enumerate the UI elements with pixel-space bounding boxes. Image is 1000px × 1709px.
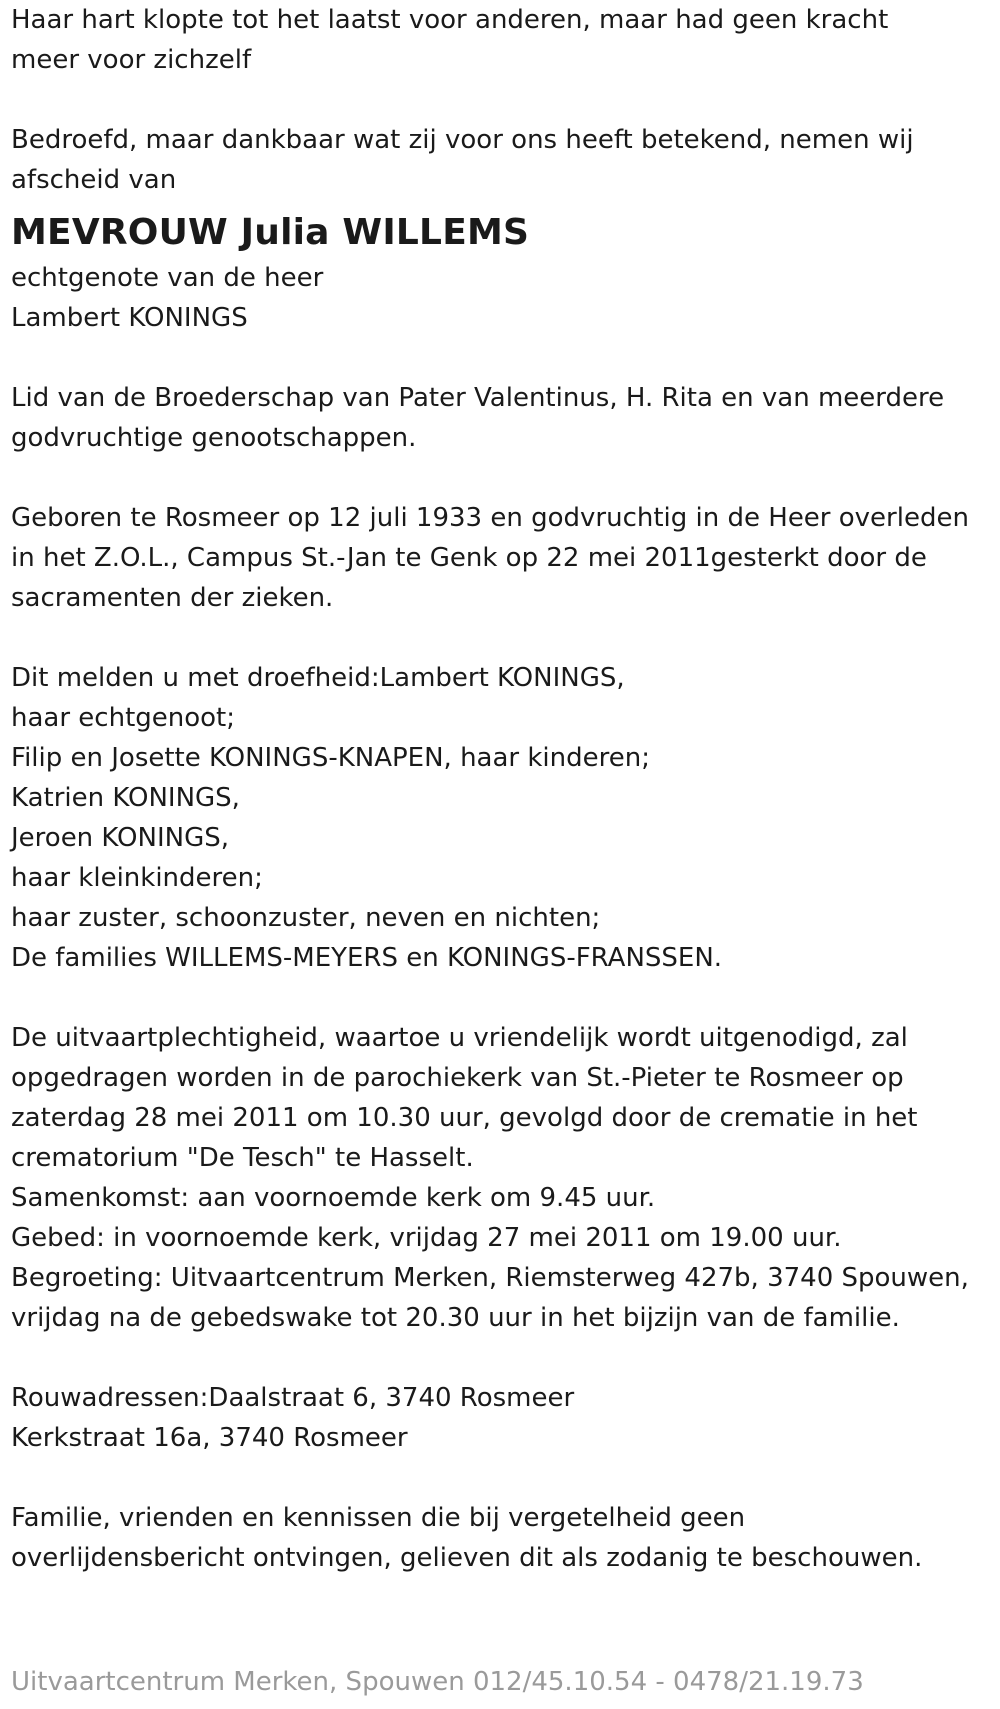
- ceremony-section: [11, 1018, 1000, 1338]
- intro-line: afscheid van: [11, 165, 177, 195]
- spouse-line: Lambert KONINGS: [11, 303, 248, 333]
- address-line: Kerkstraat 16a, 3740 Rosmeer: [11, 1423, 408, 1453]
- membership-section: [11, 378, 1000, 458]
- intro-section: [11, 0, 1000, 200]
- birth-death-section: [11, 498, 1000, 618]
- ceremony-line: Gebed: in voornoemde kerk, vrijdag 27 mei 2011 om 19.00 uur.: [11, 1223, 842, 1253]
- family-line: Jeroen KONINGS,: [11, 823, 230, 853]
- ceremony-line: opgedragen worden in de parochiekerk van St.-Pieter te Rosmeer op: [11, 1063, 904, 1093]
- ceremony-line: De uitvaartplechtigheid, waartoe u vriendelijk wordt uitgenodigd, zal: [11, 1023, 908, 1053]
- family-line: Filip en Josette KONINGS-KNAPEN, haar kinderen;: [11, 743, 650, 773]
- family-line: Dit melden u met droefheid:Lambert KONINGS,: [11, 663, 625, 693]
- closing-line: Familie, vrienden en kennissen die bij vergetelheid geen: [11, 1503, 746, 1533]
- spacer: [11, 618, 1000, 658]
- ceremony-line: zaterdag 28 mei 2011 om 10.30 uur, gevolgd door de crematie in het: [11, 1103, 918, 1133]
- spacer: [11, 80, 1000, 120]
- spacer: [11, 1458, 1000, 1498]
- intro-line: Haar hart klopte tot het laatst voor anderen, maar had geen kracht: [11, 5, 889, 35]
- address-line: Rouwadressen:Daalstraat 6, 3740 Rosmeer: [11, 1383, 575, 1413]
- family-line: haar echtgenoot;: [11, 703, 236, 733]
- intro-line: Bedroefd, maar dankbaar wat zij voor ons heeft betekend, nemen wij: [11, 125, 914, 155]
- family-section: [11, 658, 1000, 978]
- ceremony-line: crematorium "De Tesch" te Hasselt.: [11, 1143, 474, 1173]
- deceased-name: MEVROUW Julia WILLEMS: [11, 212, 530, 253]
- birth-death-line: sacramenten der zieken.: [11, 583, 334, 613]
- deceased-section: [11, 210, 1000, 338]
- intro-line: meer voor zichzelf: [11, 45, 252, 75]
- spouse-line: echtgenote van de heer: [11, 263, 324, 293]
- spacer: [11, 458, 1000, 498]
- ceremony-line: vrijdag na de gebedswake tot 20.30 uur in het bijzijn van de familie.: [11, 1303, 900, 1333]
- birth-death-line: Geboren te Rosmeer op 12 juli 1933 en godvruchtig in de Heer overleden: [11, 503, 969, 533]
- addresses-section: [11, 1378, 1000, 1458]
- spacer: [11, 978, 1000, 1018]
- closing-section: [11, 1498, 1000, 1578]
- membership-line: Lid van de Broederschap van Pater Valentinus, H. Rita en van meerdere: [11, 383, 945, 413]
- closing-line: overlijdensbericht ontvingen, gelieven dit als zodanig te beschouwen.: [11, 1543, 923, 1573]
- spacer: [11, 338, 1000, 378]
- family-line: De families WILLEMS-MEYERS en KONINGS-FRANSSEN.: [11, 943, 723, 973]
- funeral-home-footer: Uitvaartcentrum Merken, Spouwen 012/45.10.54 - 0478/21.19.73: [11, 1667, 864, 1697]
- family-line: haar kleinkinderen;: [11, 863, 263, 893]
- family-line: Katrien KONINGS,: [11, 783, 240, 813]
- ceremony-line: Samenkomst: aan voornoemde kerk om 9.45 uur.: [11, 1183, 656, 1213]
- birth-death-line: in het Z.O.L., Campus St.-Jan te Genk op 22 mei 2011gesterkt door de: [11, 543, 927, 573]
- family-line: haar zuster, schoonzuster, neven en nichten;: [11, 903, 601, 933]
- ceremony-line: Begroeting: Uitvaartcentrum Merken, Riemsterweg 427b, 3740 Spouwen,: [11, 1263, 969, 1293]
- spacer: [11, 1338, 1000, 1378]
- membership-line: godvruchtige genootschappen.: [11, 423, 417, 453]
